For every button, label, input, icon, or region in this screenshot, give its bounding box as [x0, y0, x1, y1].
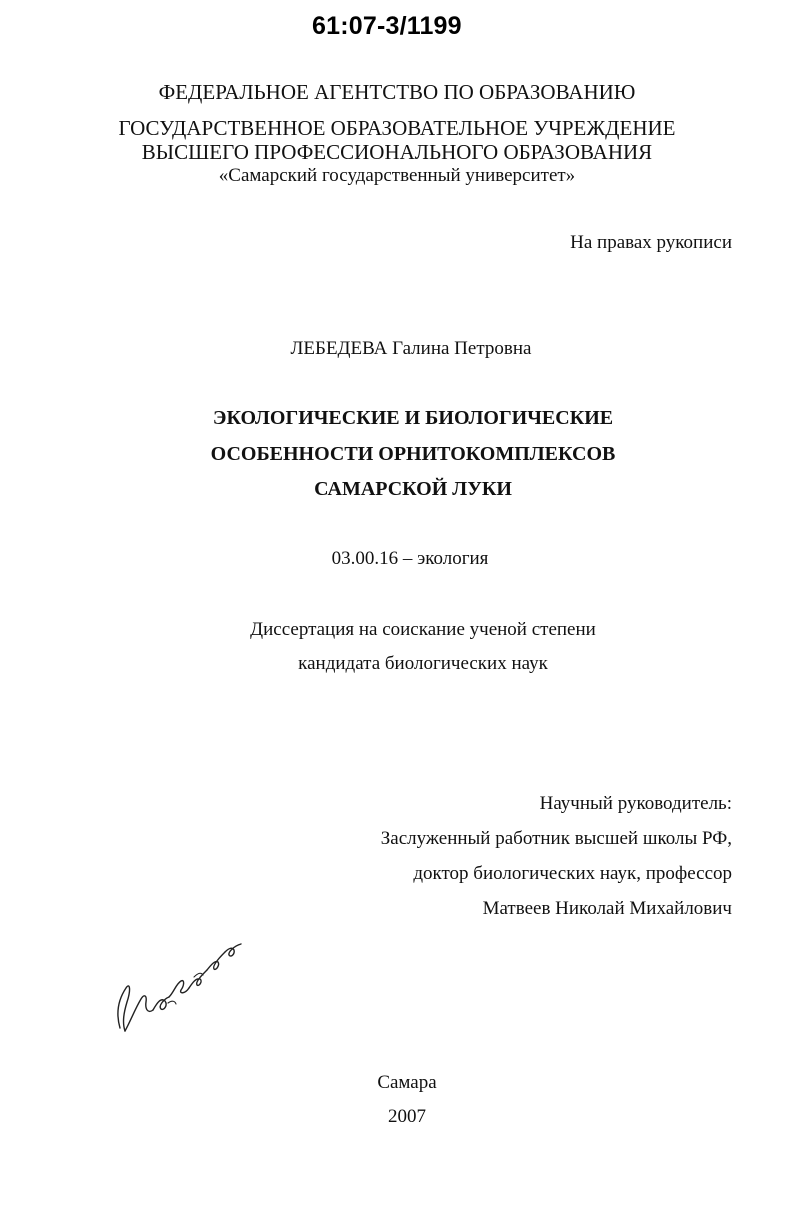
- degree-line-2: кандидата биологических наук: [298, 653, 548, 674]
- title-line-2: ОСОБЕННОСТИ ОРНИТОКОМПЛЕКСОВ: [210, 443, 616, 465]
- title-line-1: ЭКОЛОГИЧЕСКИЕ И БИОЛОГИЧЕСКИЕ: [212, 407, 614, 429]
- year: 2007: [388, 1106, 426, 1127]
- institution-line-1: ГОСУДАРСТВЕННОЕ ОБРАЗОВАТЕЛЬНОЕ УЧРЕЖДЕНИЕ: [118, 116, 676, 140]
- university-name: «Самарский государственный университет»: [218, 165, 576, 186]
- rights-note: На правах рукописи: [570, 232, 732, 253]
- supervisor-honor: Заслуженный работник высшей школы РФ,: [380, 828, 732, 849]
- supervisor-name: Матвеев Николай Михайлович: [482, 898, 732, 919]
- catalog-number: 61:07-3/1199: [312, 12, 462, 40]
- author-name: ЛЕБЕДЕВА Галина Петровна: [290, 338, 532, 359]
- degree-line-1: Диссертация на соискание ученой степени: [250, 619, 596, 640]
- specialty-code: 03.00.16 – экология: [331, 548, 489, 569]
- supervisor-label: Научный руководитель:: [539, 793, 732, 814]
- supervisor-rank: доктор биологических наук, профессор: [413, 863, 732, 884]
- author-signature: [108, 930, 248, 1040]
- institution-line-2: ВЫСШЕГО ПРОФЕССИОНАЛЬНОГО ОБРАЗОВАНИЯ: [141, 140, 653, 164]
- city: Самара: [377, 1072, 437, 1093]
- agency-name: ФЕДЕРАЛЬНОЕ АГЕНТСТВО ПО ОБРАЗОВАНИЮ: [158, 80, 636, 104]
- title-line-3: САМАРСКОЙ ЛУКИ: [314, 478, 512, 500]
